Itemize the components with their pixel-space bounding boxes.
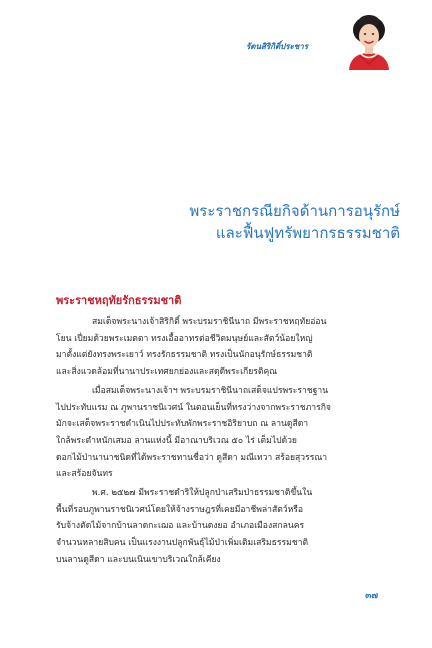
paragraph-line: มาตั้งแต่ยังทรงพระเยาว์ ทรงรักธรรมชาติ ทรงเป็นนักอนุรักษ์ธรรมชาติ bbox=[56, 350, 313, 361]
portrait-illustration bbox=[346, 14, 392, 70]
paragraph-line: พ.ศ. ๒๕๒๗ มีพระราชดำริให้ปลูกป่าเสริมป่าธรรมชาติขึ้นใน bbox=[92, 488, 313, 499]
paragraph-line: พื้นที่รอบภูพานราชนิเวศน์โดยให้จ้างราษฎรที่เคยมีอาชีพล่าสัตว์หรือ bbox=[56, 504, 304, 515]
paragraph-line: เมื่อสมเด็จพระนางเจ้าฯ พระบรมราชินีนาถเสด็จแปรพระราชฐาน bbox=[92, 385, 329, 396]
paragraph-line: มักจะเสด็จพระราชดำเนินไปประทับพักพระราชอิริยาบถ ณ ลานดูสีดา bbox=[56, 419, 309, 430]
paragraph-line: ดอกไม้ป่านานาชนิดที่ได้พระราชทานชื่อว่า ดูสีดา มณีเทวา สร้อยสุวรรณา bbox=[56, 452, 328, 463]
paragraph-line: และสร้อยจันทร bbox=[56, 469, 113, 480]
header-tag: รัตนสิริกิติ์ประชาร bbox=[246, 42, 309, 51]
section-heading: พระราชหฤทัยรักธรรมชาติ bbox=[56, 294, 182, 307]
paragraph-line: และสิ่งแวดล้อมที่นานาประเทศยกย่องและสดุดีพระเกียรติคุณ bbox=[56, 367, 278, 378]
paragraph-line: จำนวนหลายสิบคน เป็นแรงงานปลูกพันธุ์ไม้ป่าเพิ่มเติมเสริมธรรมชาติ bbox=[56, 538, 309, 549]
page-number: ๓๗ bbox=[365, 591, 378, 601]
page-title bbox=[100, 200, 400, 244]
paragraph-line: ไปประทับแรม ณ ภูพานราชนิเวศน์ ในตอนเย็นที่ทรงว่างจากพระราชภารกิจ bbox=[56, 402, 331, 413]
portrait-image bbox=[346, 14, 392, 70]
title-line-2: และฟื้นฟูทรัพยากรธรรมชาติ bbox=[215, 224, 400, 242]
title-line-1: พระราชกรณียกิจด้านการอนุรักษ์ bbox=[189, 202, 400, 220]
body-text bbox=[56, 314, 376, 569]
paragraph-line: สมเด็จพระนางเจ้าสิริกิติ์ พระบรมราชินีนาถ มีพระราชหฤทัยอ่อน bbox=[92, 317, 327, 327]
paragraph-line: บนลานดูสีดา และบนเนินเขาบริเวณใกล้เคียง bbox=[56, 554, 221, 565]
paragraph-line: รับจ้างตัดไม้จากบ้านลาดกะเฌอ และบ้านดงยอ อำเภอเมืองสกลนคร bbox=[56, 521, 305, 532]
paragraph-line: โยน เปี่ยมด้วยพระเมตตา ทรงเอื้ออาทรต่อชีวิตมนุษย์และสัตว์น้อยใหญ่ bbox=[56, 333, 313, 344]
paragraph-line: ใกล้พระตำหนักเสมอ ลานแห่งนี้ มีอาณาบริเวณ ๕๐ ไร่ เต็มไปด้วย bbox=[56, 435, 297, 446]
